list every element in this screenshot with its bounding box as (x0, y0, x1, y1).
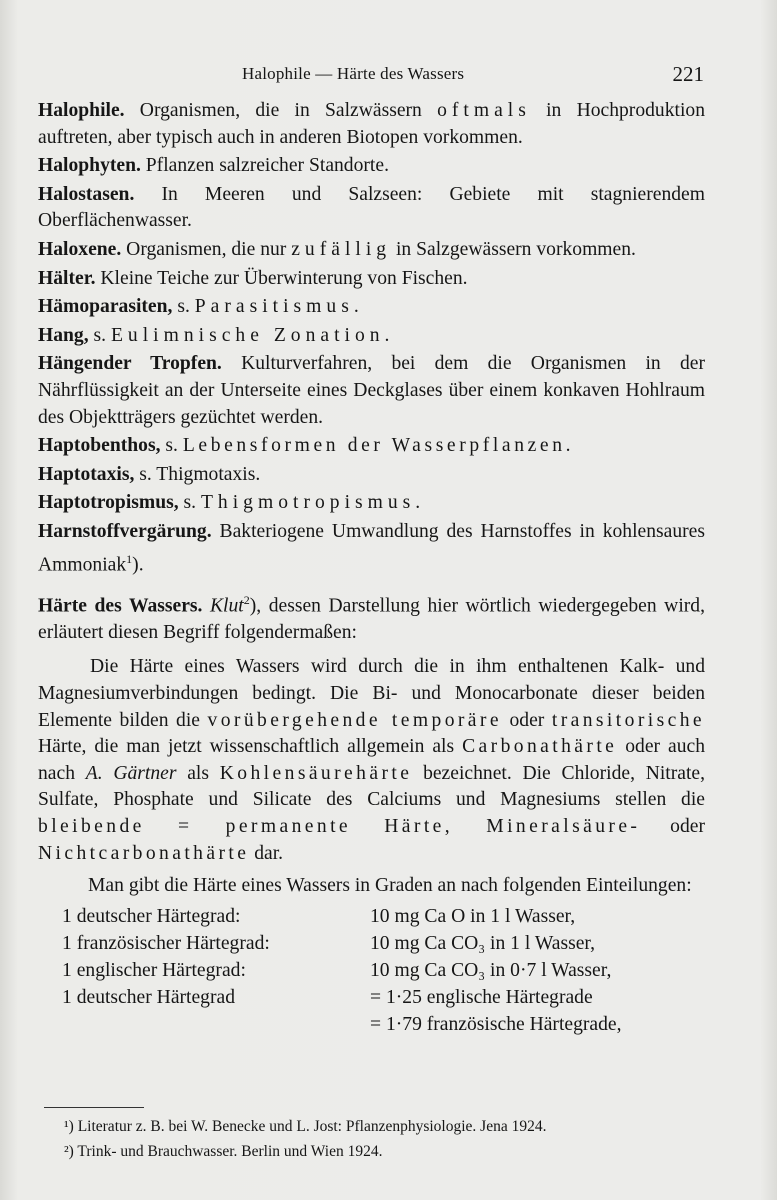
author-name: Klut (202, 595, 244, 617)
spaced-text: bleibende = permanente Härte, Mineralsäure- (38, 815, 641, 837)
footnote-mark: ²) (64, 1143, 74, 1160)
quote-paragraph-2: Man gibt die Härte eines Wassers in Graden an nach folgenden Einteilungen: (88, 875, 692, 897)
footnote-mark: ¹) (64, 1118, 74, 1135)
entry-term: Hämoparasiten, (38, 296, 173, 318)
entry-term: Halophyten. (38, 155, 141, 177)
footnote (64, 1139, 714, 1164)
footnote-ref: 1 (126, 551, 133, 566)
running-header (40, 62, 706, 86)
table-row (62, 958, 622, 985)
entry-harnstoffvergaerung (38, 519, 705, 579)
quote-text: oder auch nach (38, 736, 705, 784)
quote-text: bezeichnet. Die Chloride, Nitrate, Sulfate, Phosphate und Silicate des Calciums und Magnesiums stellen die (38, 762, 706, 811)
unit-label: 1 englischer Härtegrad: (62, 959, 246, 981)
entry-term: Hängender Tropfen. (38, 353, 222, 375)
entry-text: s. Thigmotaxis. (134, 463, 261, 485)
spaced-text: transitorische (551, 709, 705, 731)
cross-reference: Eulimnische Zonation. (110, 324, 395, 346)
quote-text: oder (501, 709, 552, 731)
entry-haerte-des-wassers (38, 587, 705, 647)
spaced-text: Kohlensäurehärte (219, 762, 413, 784)
author-name: A. Gärtner (85, 762, 177, 784)
entry-text: s. (178, 492, 201, 514)
page-body (38, 98, 705, 1039)
entry-halter (38, 266, 705, 293)
unit-label: 1 deutscher Härtegrad: (62, 905, 241, 927)
unit-value: 10 mg Ca CO₃ in 0·7 l Wasser, (370, 959, 612, 981)
entry-text: s. (88, 324, 111, 346)
entry-term: Haloxene. (38, 238, 122, 260)
entry-text: in Salzgewässern vorkommen. (391, 238, 636, 260)
quote-text: als (176, 762, 220, 784)
footnote-ref: 2 (243, 592, 250, 607)
table-row (62, 985, 622, 1012)
spaced-text: oftmals (437, 100, 531, 121)
entry-hang (38, 323, 705, 350)
entry-text: Kleine Teiche zur Überwinterung von Fischen. (95, 267, 468, 289)
entry-haemoparasiten (38, 294, 705, 321)
quote-text: Härte, die man jetzt wissenschaftlich allgemein als (38, 736, 463, 758)
entry-text: s. (160, 435, 183, 457)
entry-term: Haptotaxis, (38, 463, 135, 485)
footnotes (64, 1114, 714, 1164)
spaced-text: vorübergehende temporäre (207, 709, 502, 731)
spaced-text: Nichtcarbonathärte (38, 842, 250, 864)
unit-label (62, 1012, 370, 1039)
entry-haptotropismus (38, 490, 705, 517)
table-row (62, 1012, 622, 1039)
entry-text: in Hochproduktion auftreten, aber typisch auch in anderen Biotopen vorkommen. (38, 100, 705, 148)
footnote-text: Trink- und Brauchwasser. Berlin und Wien 1924. (77, 1143, 383, 1160)
spaced-text: zufällig (291, 238, 392, 260)
unit-label: 1 deutscher Härtegrad (62, 986, 235, 1008)
footnote-text: Literatur z. B. bei W. Benecke und L. Jost: Pflanzenphysiologie. Jena 1924. (77, 1118, 547, 1135)
entry-text: ). (132, 554, 144, 576)
entry-term: Haptobenthos, (38, 435, 161, 457)
table-row (62, 904, 622, 931)
entry-haptotaxis (38, 462, 705, 489)
entry-term: Haptotropismus, (38, 492, 179, 514)
footnote-divider (44, 1107, 144, 1108)
cross-reference: Lebensformen der Wasserpflanzen. (182, 435, 575, 457)
entry-text: ), dessen Darstellung hier wörtlich wiedergegeben wird, erläutert diesen Begriff folgendermaßen: (38, 595, 706, 643)
entry-term: Halophile. (38, 100, 125, 121)
entry-text: s. (172, 296, 195, 318)
entry-halophile (38, 98, 705, 151)
entry-halophyten (38, 153, 705, 180)
unit-label: 1 französischer Härtegrad: (62, 932, 270, 954)
cross-reference: Thigmotropismus. (200, 492, 426, 514)
spaced-text: Carbonathärte (462, 736, 618, 758)
unit-value: = 1·25 englische Härtegrade (370, 986, 593, 1008)
cross-reference: Parasitismus. (194, 296, 364, 318)
quote-text: dar. (249, 842, 284, 864)
entry-term: Härte des Wassers. (38, 595, 203, 617)
quote-text: oder (640, 815, 705, 837)
entry-term: Hälter. (38, 267, 96, 289)
running-title: Halophile — Härte des Wassers (242, 64, 465, 83)
entry-text: Pflanzen salzreicher Standorte. (140, 155, 389, 177)
quote-text: Die Härte eines Wassers wird durch die in ihm enthaltenen Kalk- und Magnesiumverbindungen bedingt. Die Bi- und Monocarbonate dieser beiden Elemente bilden die (38, 656, 705, 731)
table-row (62, 931, 622, 958)
unit-value: 10 mg Ca CO₃ in 1 l Wasser, (370, 932, 596, 954)
unit-value: 10 mg Ca O in 1 l Wasser, (370, 905, 576, 927)
entry-haengender-tropfen (38, 351, 705, 431)
entry-text: Organismen, die nur (121, 238, 292, 260)
quote-paragraph-1 (38, 654, 705, 867)
entry-text: In Meeren und Salzseen: Gebiete mit stagnierendem Oberflächenwasser. (38, 183, 705, 232)
hardness-units-table (62, 904, 622, 1039)
entry-haptobenthos (38, 433, 705, 460)
entry-text: Bakteriogene Umwandlung des Harnstoffes in kohlensaures Ammoniak (38, 520, 705, 576)
entry-term: Halostasen. (38, 183, 135, 205)
footnote (64, 1114, 714, 1139)
entry-term: Hang, (38, 324, 89, 346)
entry-haloxene (38, 237, 705, 264)
entry-term: Harnstoffvergärung. (38, 520, 212, 542)
entry-text: Organismen, die in Salzwässern (124, 100, 438, 121)
entry-halostasen (38, 182, 705, 235)
entry-text: Kulturverfahren, bei dem die Organismen in der Nährflüssigkeit an der Unterseite eines Deckglases über einem konkaven Hohlraum des Objektträgers gezüchtet werden. (38, 353, 705, 428)
page-number: 221 (672, 62, 704, 86)
unit-value: = 1·79 französische Härtegrade, (370, 1013, 622, 1035)
